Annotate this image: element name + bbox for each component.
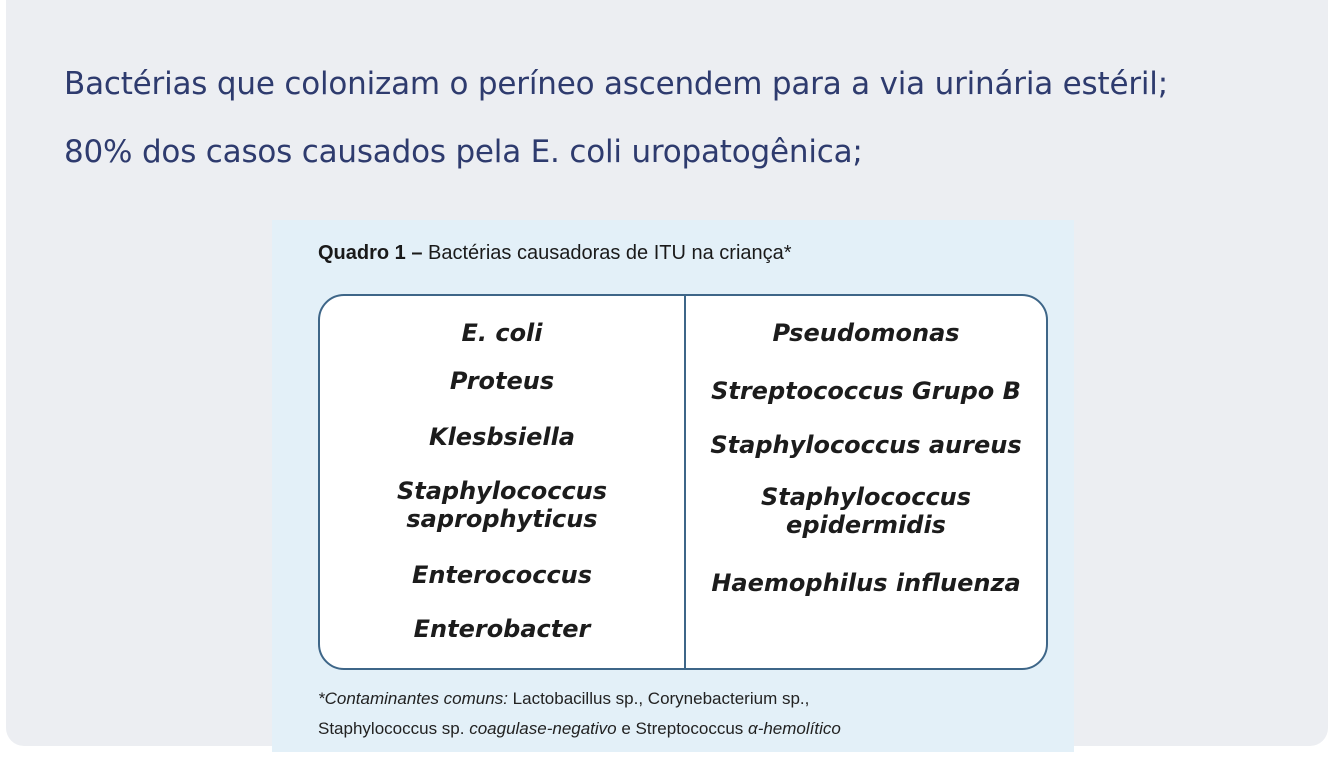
species-item: Staphylococcus (760, 483, 972, 511)
species-item: Haemophilus influenza (711, 569, 1021, 597)
caption-label: Quadro 1 – (318, 242, 423, 264)
footnote-text: e Streptococcus (616, 719, 748, 738)
species-item: Klesbsiella (428, 423, 575, 451)
left-column (320, 296, 684, 668)
intro-line-1: Bactérias que colonizam o períneo ascendem para a via urinária estéril; (64, 66, 1168, 102)
caption-text: Bactérias causadoras de ITU na criança* (422, 242, 792, 264)
footnote-italic: *Contaminantes comuns: (318, 689, 508, 708)
species-item: Enterococcus (411, 561, 593, 589)
figure-quadro-1 (272, 220, 1074, 752)
species-item: epidermidis (786, 511, 946, 539)
species-item: Streptococcus Grupo B (711, 377, 1021, 405)
footnote-text: Staphylococcus sp. (318, 719, 470, 738)
figure-caption (318, 242, 792, 265)
right-column (686, 296, 1046, 668)
species-item: Staphylococcus aureus (710, 431, 1022, 459)
species-item: Staphylococcus (396, 477, 608, 505)
bacteria-table (318, 294, 1048, 670)
species-item: E. coli (461, 319, 543, 347)
species-item: saprophyticus (406, 505, 598, 533)
footnote-line-2 (318, 714, 841, 744)
footnote-italic: coagulase-negativo (469, 719, 617, 738)
footnote-line-1 (318, 684, 841, 714)
intro-line-2: 80% dos casos causados pela E. coli uropatogênica; (64, 134, 863, 170)
species-item: Proteus (449, 367, 555, 395)
footnote-text: Lactobacillus sp., Corynebacterium sp., (507, 689, 810, 708)
species-item: Enterobacter (413, 615, 591, 643)
species-item: Pseudomonas (772, 319, 960, 347)
figure-footnote (318, 684, 841, 744)
footnote-italic: α-hemolítico (748, 719, 841, 738)
